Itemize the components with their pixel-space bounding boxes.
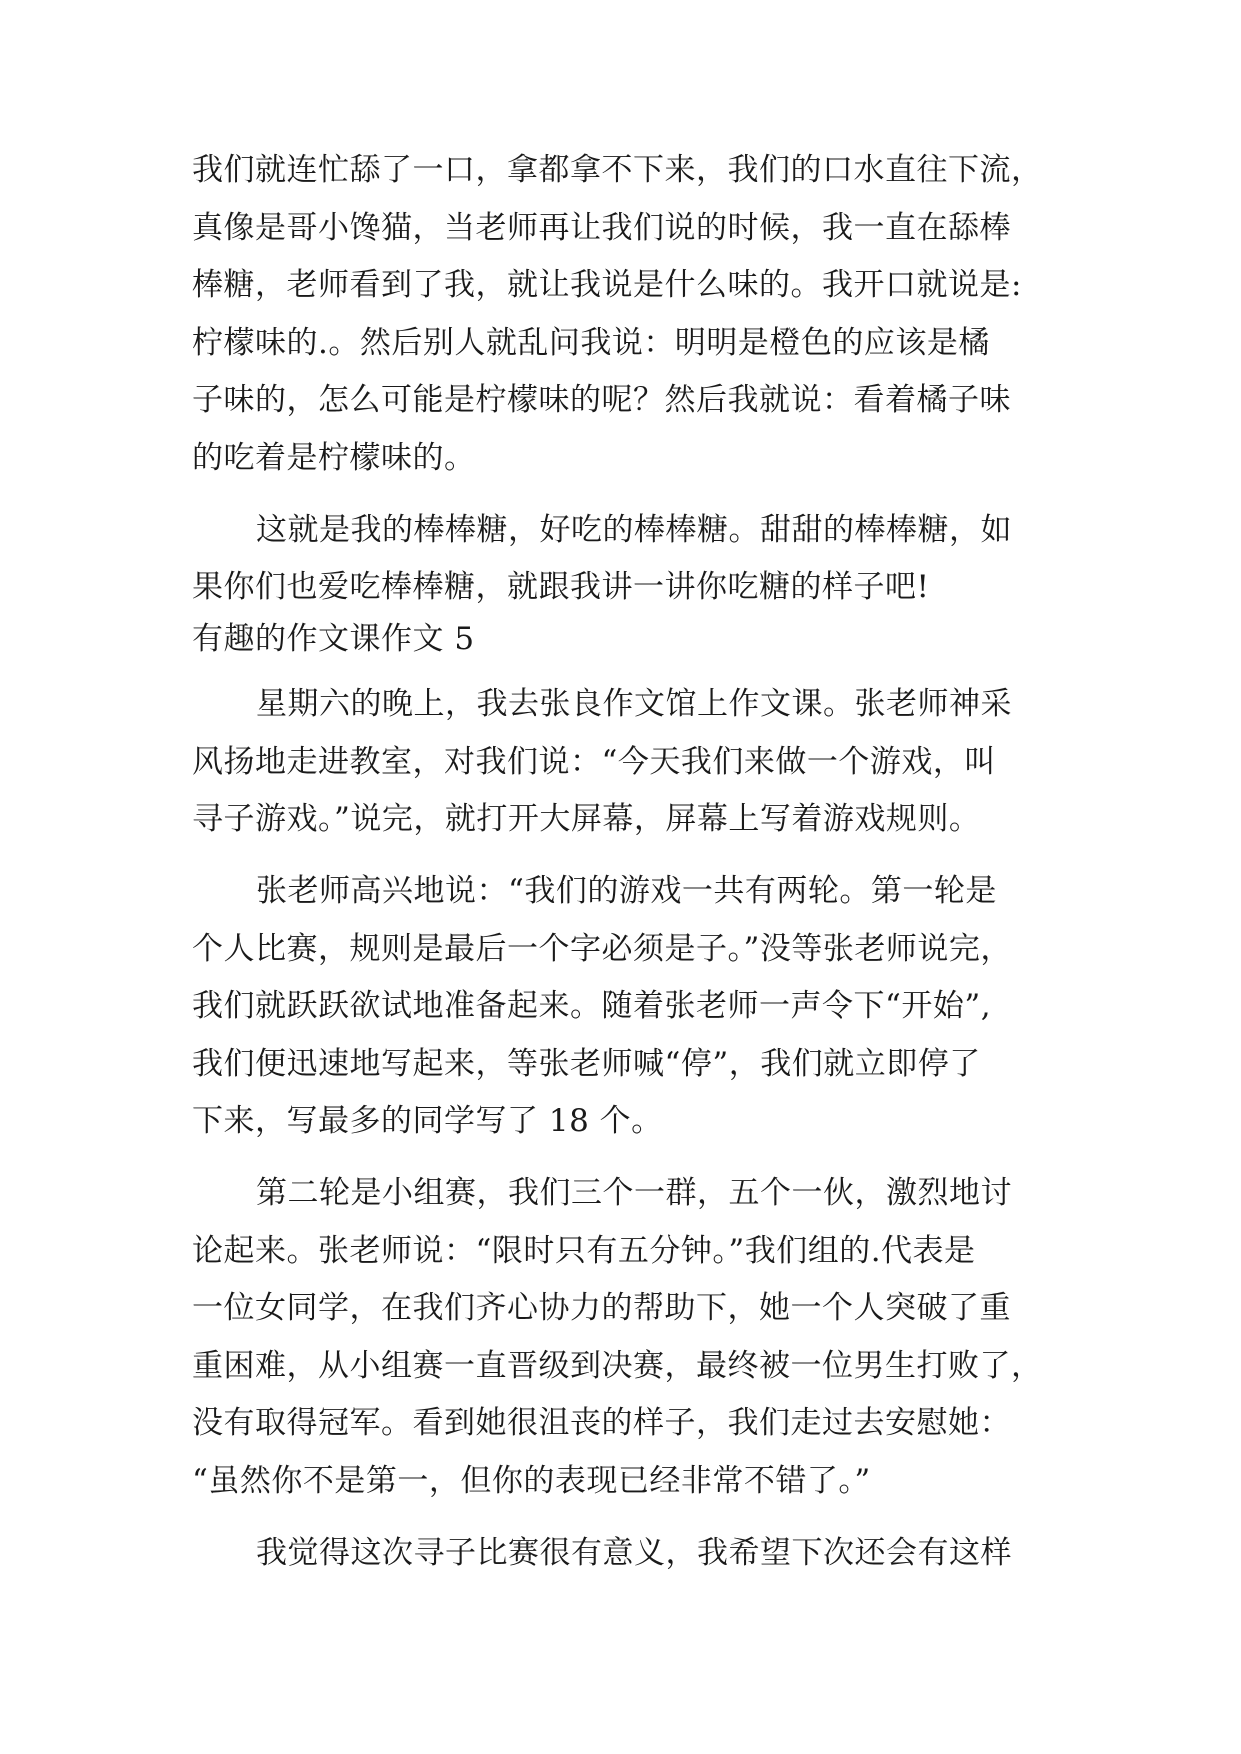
text-line: 风扬地走进教室，对我们说：“今天我们来做一个游戏，叫 [192,744,996,780]
text-line: 果你们也爱吃棒棒糖，就跟我讲一讲你吃糖的样子吧! [192,569,930,605]
text-line: 棒糖，老师看到了我，就让我说是什么味的。我开口就说是: [192,267,1022,303]
text-line: 我们便迅速地写起来，等张老师喊“停”，我们就立即停了 [192,1046,981,1082]
text-line: 寻子游戏。”说完，就打开大屏幕，屏幕上写着游戏规则。 [192,801,981,837]
text-line: 柠檬味的.。然后别人就乱问我说：明明是橙色的应该是橘 [192,325,990,361]
text-line: “虽然你不是第一，但你的表现已经非常不错了。” [192,1463,871,1499]
text-line: 下来，写最多的同学写了 18 个。 [192,1103,663,1139]
text-line: 星期六的晚上，我去张良作文馆上作文课。张老师神采 [256,686,1012,722]
text-line: 真像是哥小馋猫，当老师再让我们说的时候，我一直在舔棒 [192,210,1011,246]
text-line: 第二轮是小组赛，我们三个一群，五个一伙，激烈地讨 [256,1175,1012,1211]
text-line: 张老师高兴地说：“我们的游戏一共有两轮。第一轮是 [256,873,997,909]
text-line: 重困难，从小组赛一直晋级到决赛，最终被一位男生打败了， [192,1348,1043,1384]
text-line: 个人比赛，规则是最后一个字必须是子。”没等张老师说完， [192,931,1012,967]
section-heading: 有趣的作文课作文 5 [192,621,475,657]
text-line: 没有取得冠军。看到她很沮丧的样子，我们走过去安慰她： [192,1405,1011,1441]
text-line: 子味的，怎么可能是柠檬味的呢？然后我就说：看着橘子味 [192,382,1011,418]
text-line: 的吃着是柠檬味的。 [192,440,476,476]
text-line: 我们就跃跃欲试地准备起来。随着张老师一声令下“开始”, [192,988,992,1024]
text-line: 这就是我的棒棒糖，好吃的棒棒糖。甜甜的棒棒糖，如 [256,512,1012,548]
text-line: 我们就连忙舔了一口，拿都拿不下来，我们的口水直往下流， [192,152,1043,188]
text-line: 论起来。张老师说：“限时只有五分钟。”我们组的.代表是 [192,1233,976,1269]
text-line: 一位女同学，在我们齐心协力的帮助下，她一个人突破了重 [192,1290,1011,1326]
text-line: 我觉得这次寻子比赛很有意义，我希望下次还会有这样 [256,1535,1012,1571]
